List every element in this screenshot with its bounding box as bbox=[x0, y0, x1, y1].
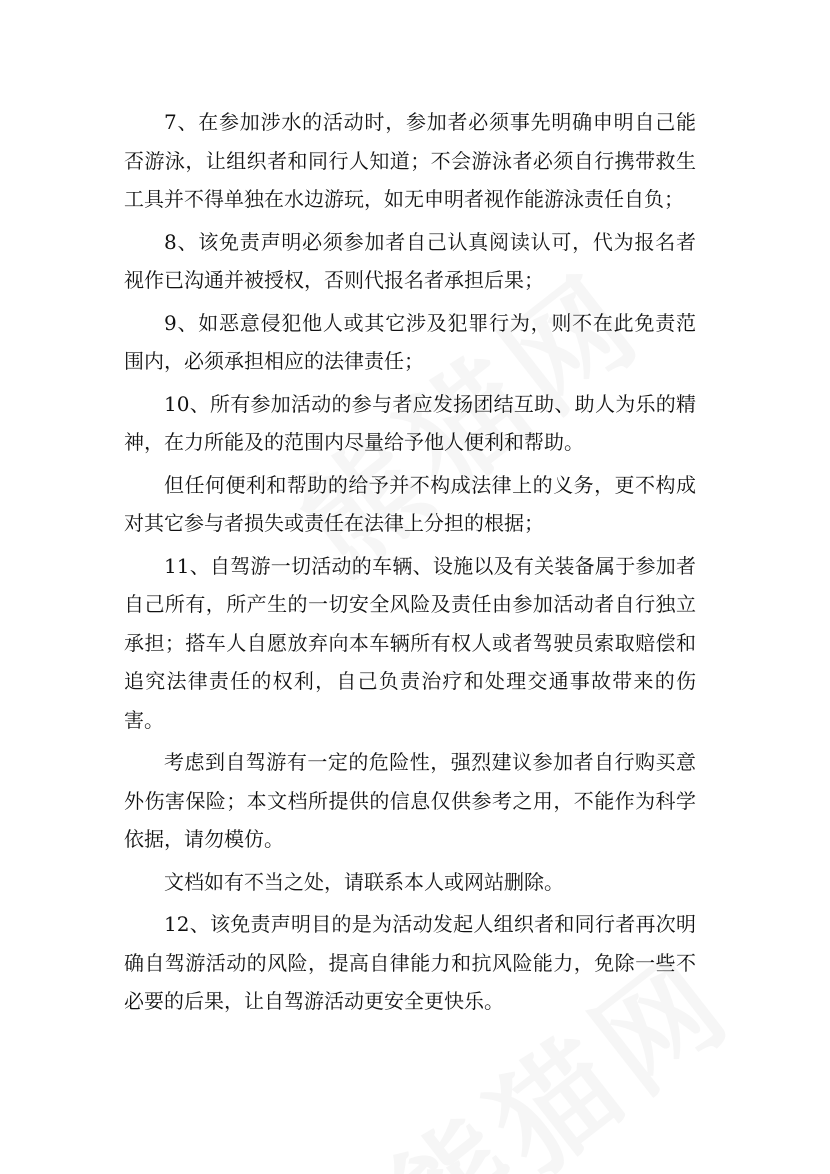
paragraph-item-8: 8、该免责声明必须参加者自己认真阅读认可，代为报名者视作已沟通并被授权，否则代报名者承担后果； bbox=[124, 229, 696, 292]
paragraph-item-7: 7、在参加涉水的活动时，参加者必须事先明确申明自己能否游泳，让组织者和同行人知道；不会游泳者必须自行携带救生工具并不得单独在水边游玩，如无申明者视作能游泳责任自负； bbox=[124, 110, 696, 211]
paragraph-item-10: 10、所有参加活动的参与者应发扬团结互助、助人为乐的精神，在力所能及的范围内尽量给予他人便利和帮助。 bbox=[124, 391, 696, 454]
paragraph-item-10-note: 但任何便利和帮助的给予并不构成法律上的义务，更不构成对其它参与者损失或责任在法律上分担的根据； bbox=[124, 472, 696, 535]
paragraph-item-9: 9、如恶意侵犯他人或其它涉及犯罪行为，则不在此免责范围内，必须承担相应的法律责任； bbox=[124, 310, 696, 373]
paragraph-item-12: 12、该免责声明目的是为活动发起人组织者和同行者再次明确自驾游活动的风险，提高自律能力和抗风险能力，免除一些不必要的后果，让自驾游活动更安全更快乐。 bbox=[124, 912, 696, 1013]
paragraph-item-11: 11、自驾游一切活动的车辆、设施以及有关装备属于参加者自己所有，所产生的一切安全风险及责任由参加活动者自行独立承担；搭车人自愿放弃向本车辆所有权人或者驾驶员索取赔偿和追究法律责任的权利，自己负责治疗和处理交通事故带来的伤害。 bbox=[124, 553, 696, 732]
document-body bbox=[124, 103, 696, 1025]
paragraph-contact-note: 文档如有不当之处，请联系本人或网站删除。 bbox=[164, 869, 564, 894]
paragraph-insurance-note: 考虑到自驾游有一定的危险性，强烈建议参加者自行购买意外伤害保险；本文档所提供的信息仅供参考之用，不能作为科学依据，请勿模仿。 bbox=[124, 750, 696, 851]
